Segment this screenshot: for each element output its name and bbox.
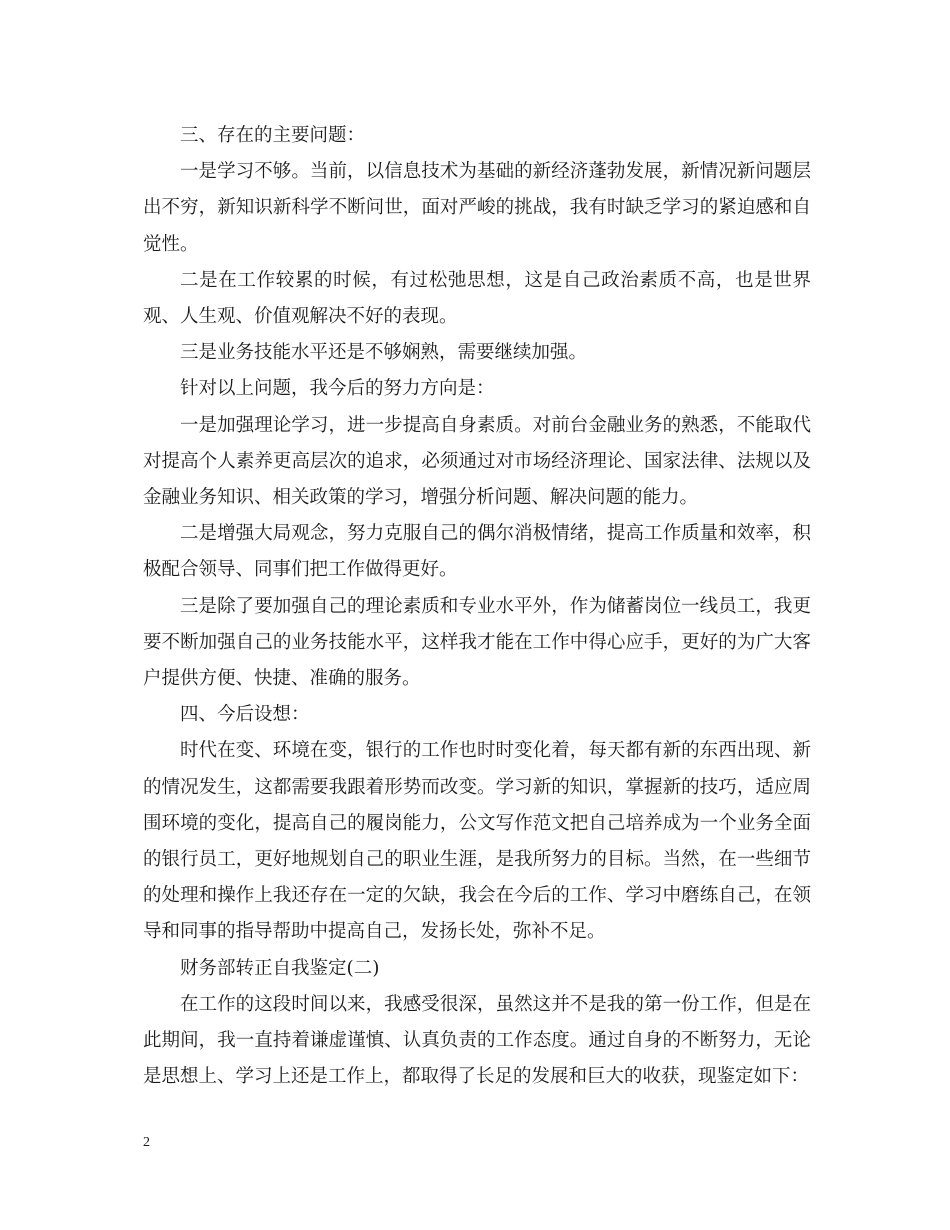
paragraph: 二是增强大局观念，努力克服自己的偶尔消极情绪，提高工作质量和效率，积极配合领导、同事们把工作做得更好。 [143, 523, 811, 581]
paragraph: 在工作的这段时间以来，我感受很深，虽然这并不是我的第一份工作，但是在此期间，我一直持着谦虚谨慎、认真负责的工作态度。通过自身的不断努力，无论是思想上、学习上还是工作上，都取得了长足的发展和巨大的收获，现鉴定如下： [143, 993, 811, 1088]
page-number: 2 [143, 1135, 150, 1150]
paragraph: 一是加强理论学习，进一步提高自身素质。对前台金融业务的熟悉，不能取代对提高个人素养更高层次的追求，必须通过对市场经济理论、国家法律、法规以及金融业务知识、相关政策的学习，增强分析问题、解决问题的能力。 [143, 414, 811, 509]
paragraph: 三是除了要加强自己的理论素质和专业水平外，作为储蓄岗位一线员工，我更要不断加强自己的业务技能水平，这样我才能在工作中得心应手，更好的为广大客户提供方便、快捷、准确的服务。 [143, 595, 811, 690]
paragraph: 一是学习不够。当前，以信息技术为基础的新经济蓬勃发展，新情况新问题层出不穷，新知识新科学不断问世，面对严峻的挑战，我有时缺乏学习的紧迫感和自觉性。 [143, 161, 811, 255]
document-subtitle: 财务部转正自我鉴定(二) [180, 957, 380, 979]
paragraph: 针对以上问题，我今后的努力方向是： [180, 378, 495, 400]
section-heading-future: 四、今后设想： [180, 704, 310, 726]
paragraph: 三是业务技能水平还是不够娴熟，需要继续加强。 [180, 342, 588, 364]
document-body [143, 118, 811, 1095]
paragraph: 二是在工作较累的时候，有过松弛思想，这是自己政治素质不高，也是世界观、人生观、价值观解决不好的表现。 [143, 269, 811, 328]
section-heading-problems: 三、存在的主要问题： [180, 125, 366, 146]
paragraph: 时代在变、环境在变，银行的工作也时时变化着，每天都有新的东西出现、新的情况发生，这都需要我跟着形势而改变。学习新的知识，掌握新的技巧，适应周围环境的变化，提高自己的履岗能力，公文写作范文把自己培养成为一个业务全面的银行员工，更好地规划自己的职业生涯，是我所努力的目标。当然，在一些细节的处理和操作上我还存在一定的欠缺，我会在今后的工作、学习中磨练自己，在领导和同事的指导帮助中提高自己，发扬长处，弥补不足。 [143, 740, 811, 943]
